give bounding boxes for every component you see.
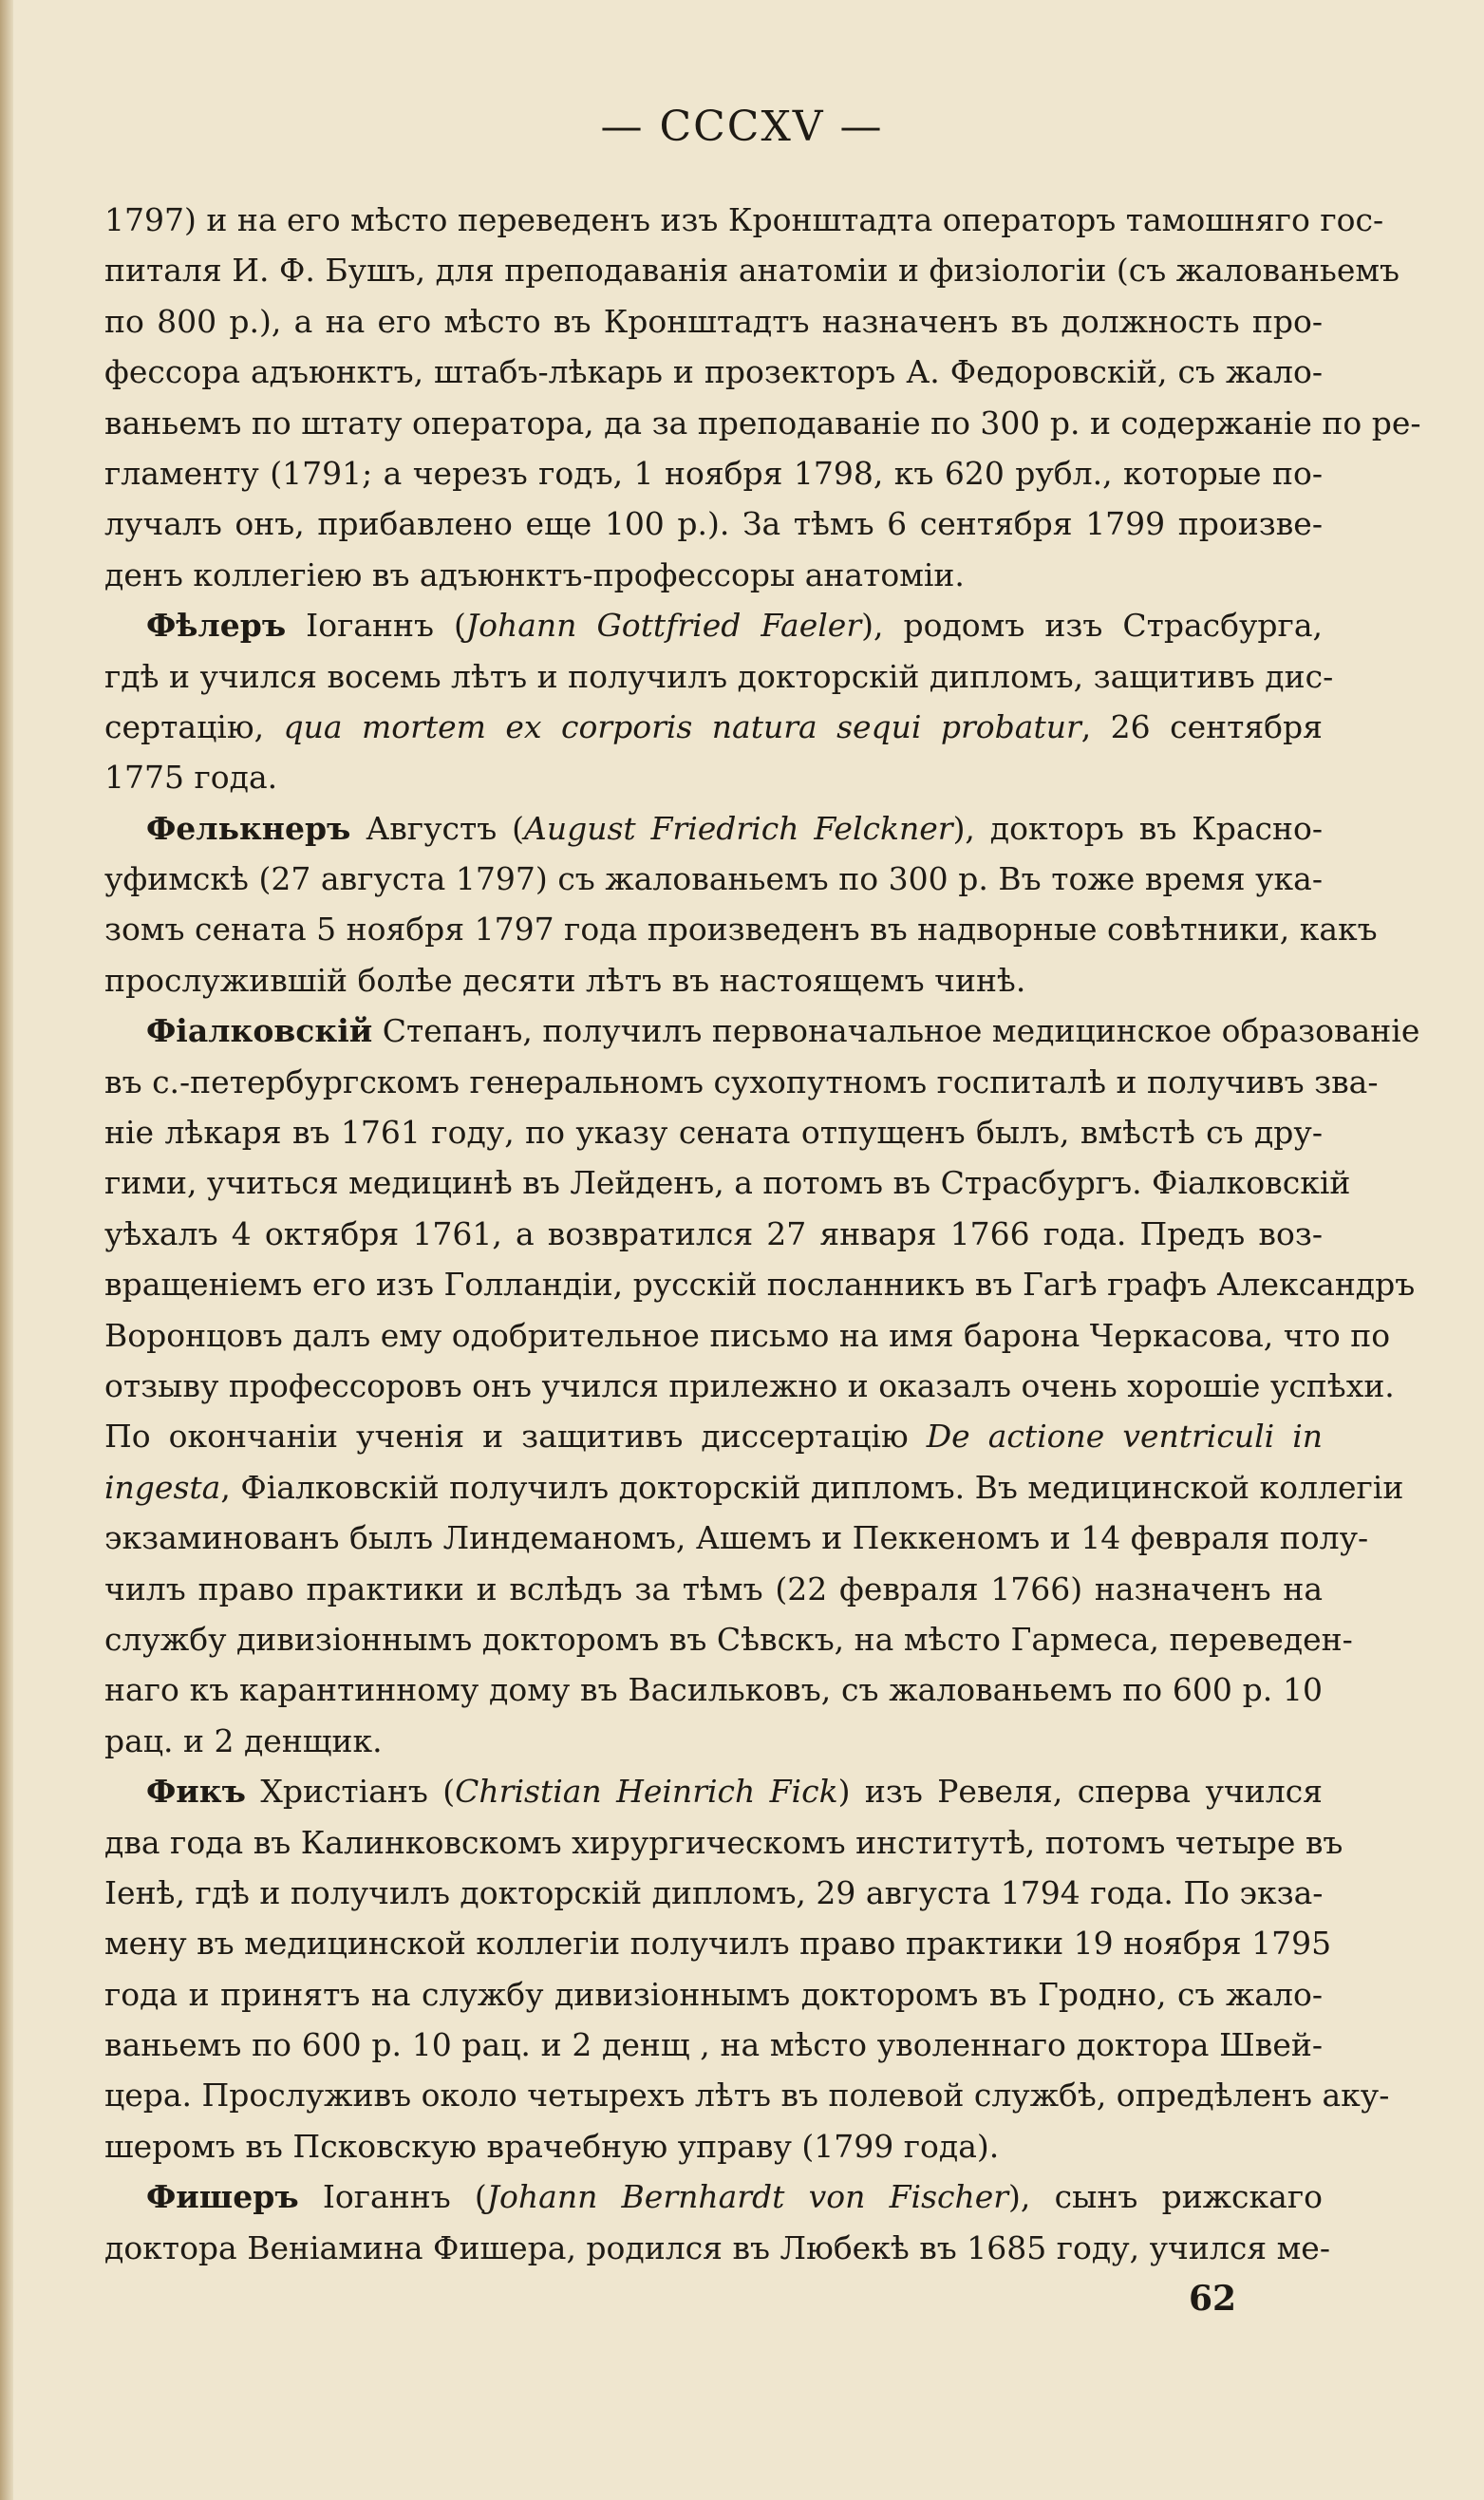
text-line: Іенѣ, гдѣ и получилъ докторскій дипломъ, 29 августа 1794 года. По экза- [104,1873,1324,1911]
text-line: уѣхалъ 4 октября 1761, а возвратился 27 января 1766 года. Предъ воз- [104,1214,1323,1252]
text-line: питаля И. Ф. Бушъ, для преподаванія анатоміи и физіологіи (съ жалованьемъ [104,252,1400,290]
text-line: отзыву профессоровъ онъ учился прилежно и оказалъ очень хорошіе успѣхи. [104,1366,1395,1404]
entry-faeler-heading: Фѣлеръ Іоганнъ (Johann Gottfried Faeler), родомъ изъ Страсбурга, [146,607,1323,645]
dissertation-title: De actione ventriculi in [926,1418,1324,1456]
text-line: уфимскѣ (27 августа 1797) съ жалованьемъ по 300 р. Въ тоже время ука- [104,860,1323,898]
text-line: ваньемъ по 600 р. 10 рац. и 2 денщ , на мѣсто уволеннаго доктора Швей- [104,2026,1323,2064]
text-line: мену въ медицинской коллегіи получилъ право практики 19 ноября 1795 [104,1925,1332,1963]
latin-name: Johann Gottfried Faeler [465,607,862,645]
text-line: 1775 года. [104,759,278,797]
entry-name: Фіалковскій [146,1012,373,1050]
text-line: денъ коллегіею въ адъюнктъ-профессоры анатоміи. [104,555,965,593]
latin-name: August Friedrich Felckner [523,809,953,847]
text-line: зомъ сената 5 ноября 1797 года произведенъ въ надворные совѣтники, какъ [104,911,1378,949]
entry-name: Фѣлеръ [146,607,287,645]
entry-name: Фишеръ [146,2178,299,2216]
text-line: доктора Веніамина Фишера, родился въ Любекѣ въ 1685 году, учился ме- [104,2228,1330,2266]
text-line: цера. Прослуживъ около четырехъ лѣтъ въ полевой службѣ, опредѣленъ аку- [104,2077,1390,2115]
text-line: По окончаніи ученія и защитивъ диссертацію De actione ventriculi in [104,1418,1324,1456]
text-line: сертацію, qua mortem ex corporis natura sequi probatur, 26 сентября [104,707,1323,745]
text-line: шеромъ въ Псковскую врачебную управу (1799 года). [104,2127,1000,2165]
text-line: два года въ Калинковскомъ хирургическомъ институтѣ, потомъ четыре въ [104,1823,1343,1861]
text-line: Воронцовъ далъ ему одобрительное письмо на имя барона Черкасова, что по [104,1316,1391,1354]
latin-name: Johann Bernhardt von Fischer [486,2178,1009,2216]
entry-felckner-heading: Фелькнеръ Августъ (August Friedrich Felckner), докторъ въ Красно- [146,809,1324,847]
text-line: гдѣ и учился восемь лѣтъ и получилъ докторскій дипломъ, защитивъ дис- [104,657,1334,695]
text-line: по 800 р.), а на его мѣсто въ Кронштадтъ назначенъ въ должность про- [104,302,1323,340]
entry-fick-heading: Фикъ Христіанъ (Christian Heinrich Fick) изъ Ревеля, сперва учился [146,1773,1323,1811]
entry-name: Фикъ [146,1773,246,1811]
text-line: рац. и 2 денщик. [104,1721,383,1759]
page-header: — CCCXV — [600,103,884,151]
entry-name: Фелькнеръ [146,809,351,847]
text-line: ingesta, Фіалковскій получилъ докторскій дипломъ. Въ медицинской коллегіи [104,1468,1404,1506]
text-line: года и принятъ на службу дивизіоннымъ докторомъ въ Гродно, съ жало- [104,1975,1323,2013]
latin-name: Christian Heinrich Fick [455,1773,838,1811]
text-line: экзаминованъ былъ Линдеманомъ, Ашемъ и Пеккеномъ и 14 февраля полу- [104,1519,1369,1557]
text-line: ваньемъ по штату оператора, да за преподаваніе по 300 р. и содержаніе по ре- [104,404,1421,442]
dissertation-title: ingesta [104,1468,221,1506]
entry-fialkovsky-heading: Фіалковскій Степанъ, получилъ первоначальное медицинское образованіе [146,1012,1420,1050]
text-line: гими, учиться медицинѣ въ Лейденъ, а потомъ въ Страсбургъ. Фіалковскій [104,1164,1351,1202]
entry-fischer-heading: Фишеръ Іоганнъ (Johann Bernhardt von Fischer), сынъ рижскаго [146,2178,1323,2216]
text-line: 1797) и на его мѣсто переведенъ изъ Кронштадта операторъ тамошняго гос- [104,201,1384,238]
text-line: чилъ право практики и вслѣдъ за тѣмъ (22 февраля 1766) назначенъ на [104,1570,1323,1607]
text-line: фессора адъюнктъ, штабъ-лѣкарь и прозекторъ А. Федоровскій, съ жало- [104,353,1323,391]
text-line: вращеніемъ его изъ Голландіи, русскій посланникъ въ Гагѣ графъ Александръ [104,1266,1416,1304]
text-line: службу дивизіоннымъ докторомъ въ Сѣвскъ, на мѣсто Гармеса, переведен- [104,1620,1353,1658]
dissertation-title: qua mortem ex corporis natura sequi probatur [283,707,1081,745]
text-line: гламенту (1791; а черезъ годъ, 1 ноября 1798, къ 620 рубл., которые по- [104,454,1323,492]
text-line: прослужившій болѣе десяти лѣтъ въ настоящемъ чинѣ. [104,961,1026,999]
text-line: наго къ карантинному дому въ Васильковъ, съ жалованьемъ по 600 р. 10 [104,1671,1323,1709]
text-line: ніе лѣкаря въ 1761 году, по указу сената отпущенъ былъ, вмѣстѣ съ дру- [104,1114,1323,1152]
text-line: въ с.-петербургскомъ генеральномъ сухопутномъ госпиталѣ и получивъ зва- [104,1062,1379,1100]
page-edge [0,0,13,2500]
body-text [104,195,1421,2273]
text-line: лучалъ онъ, прибавлено еще 100 р.). За тѣмъ 6 сентября 1799 произве- [104,505,1323,543]
page-folio: 62 [1189,2279,1237,2319]
